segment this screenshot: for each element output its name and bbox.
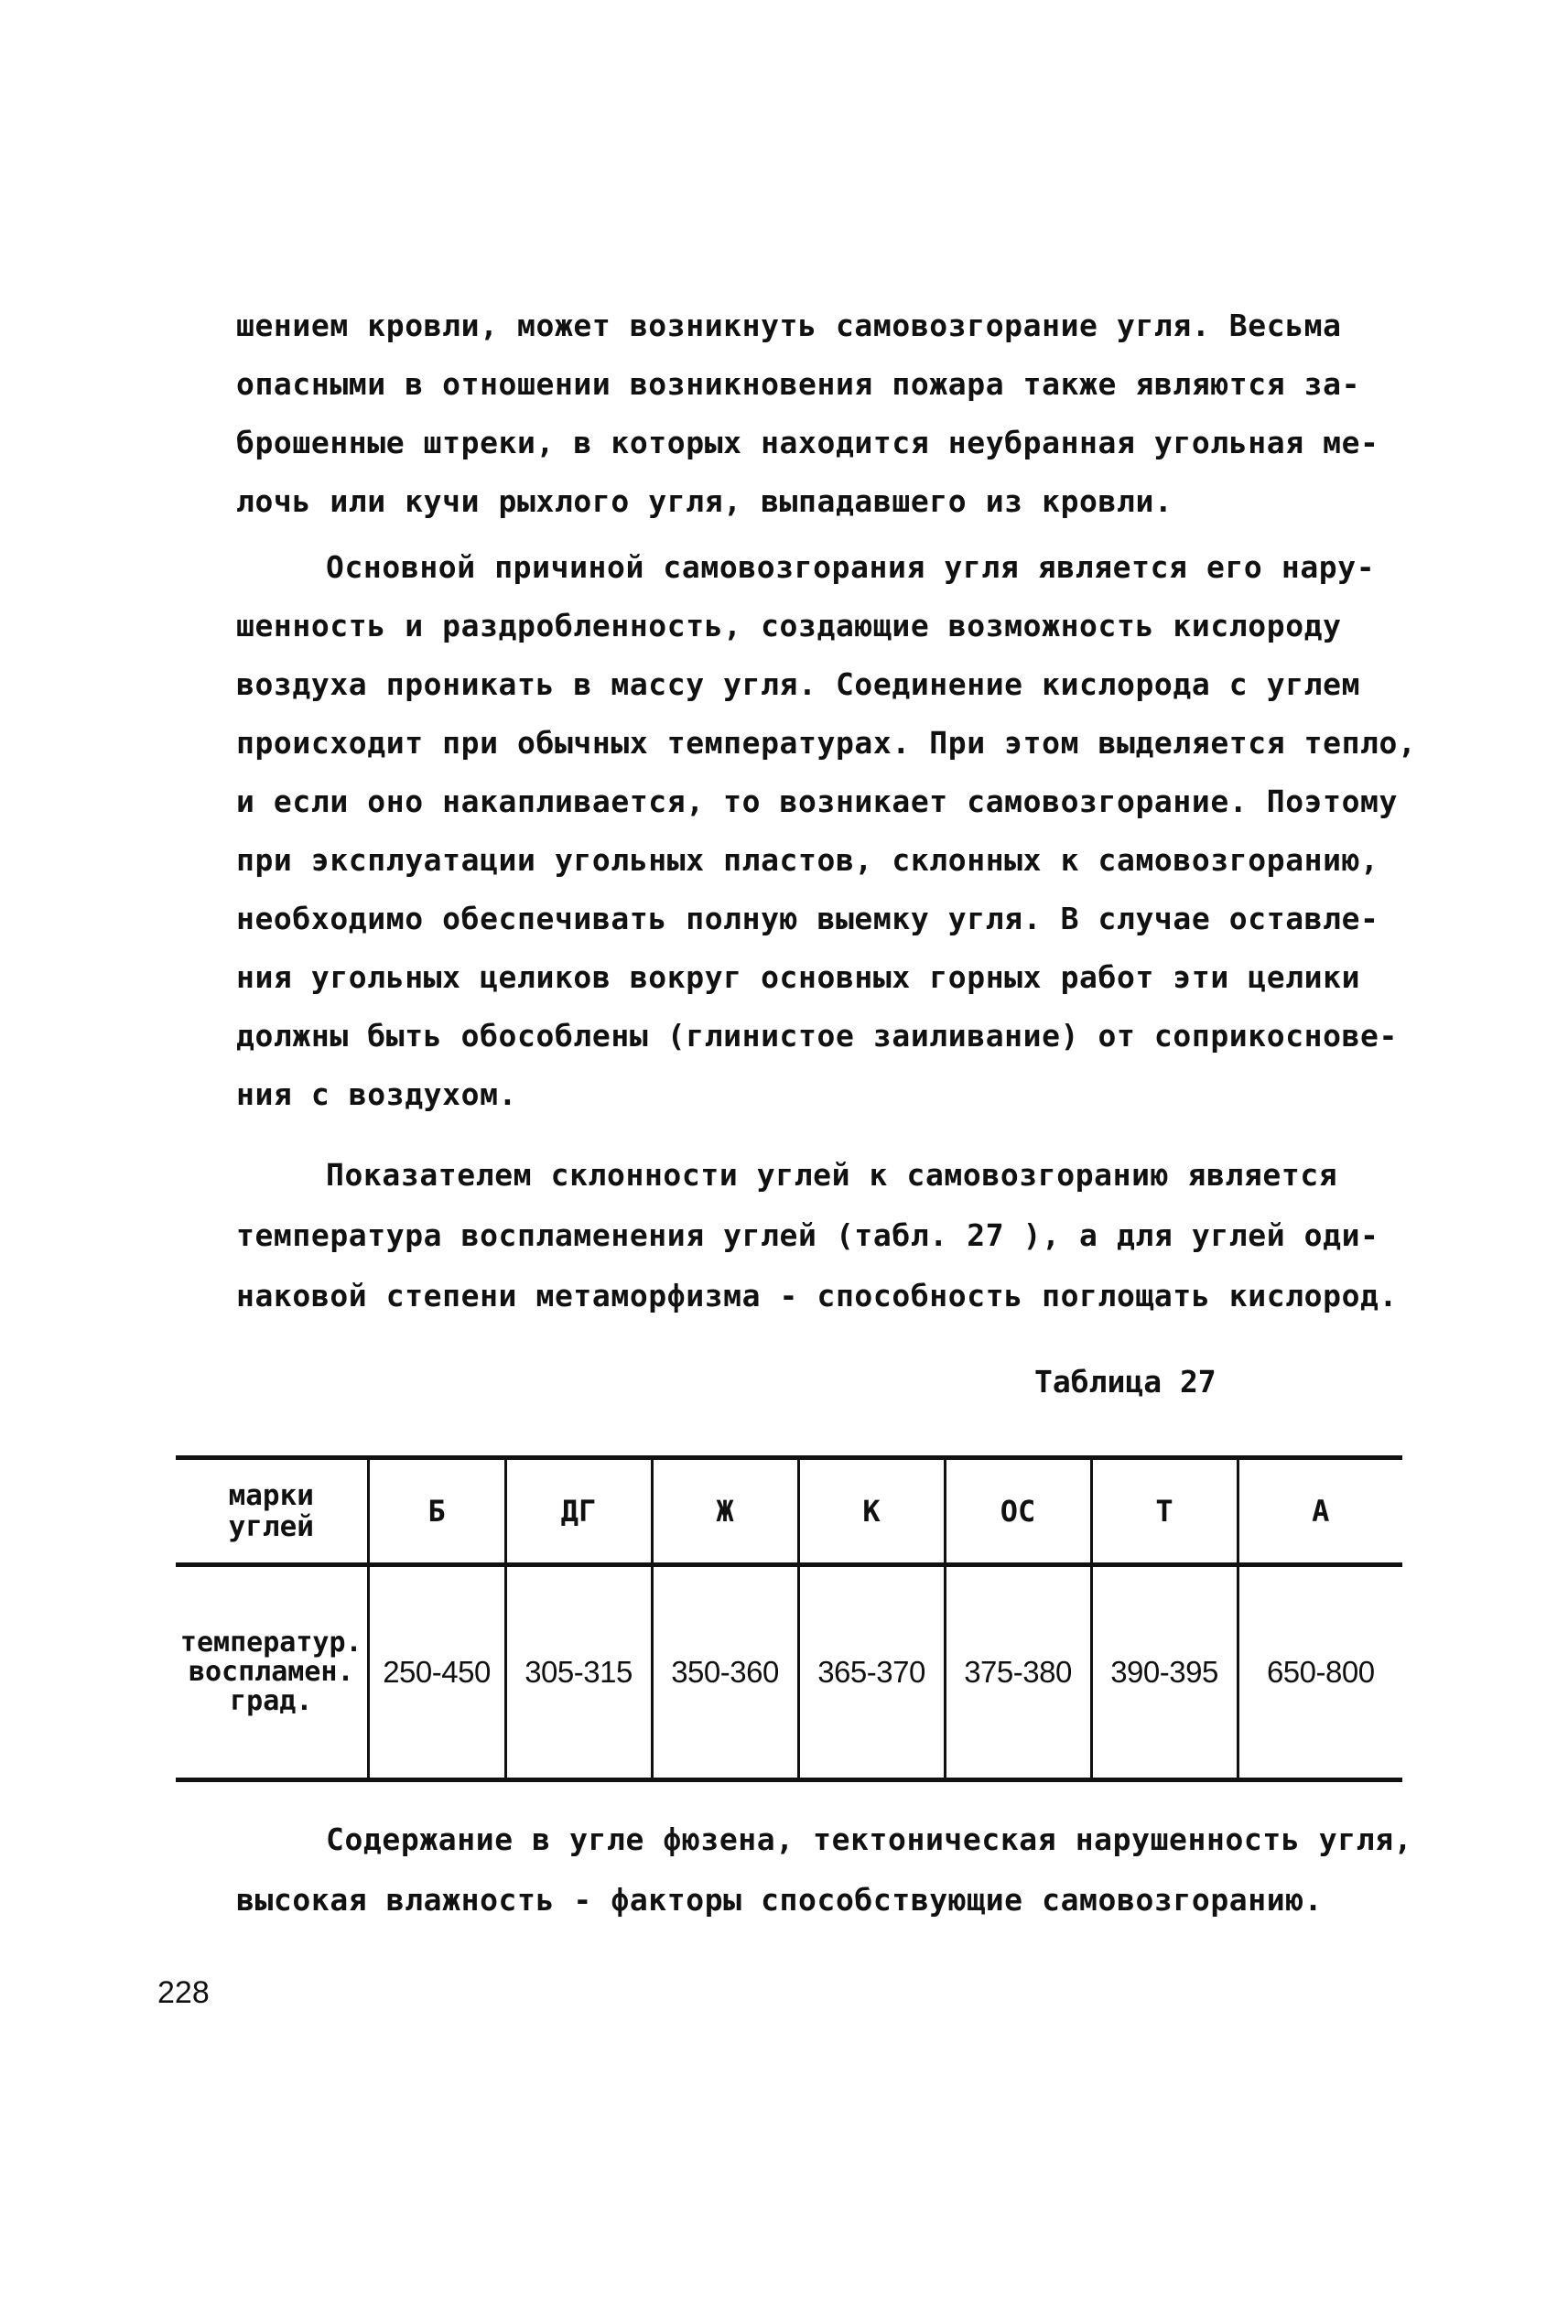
table-cell: 375-380 xyxy=(945,1565,1091,1780)
text-line: при эксплуатации угольных пластов, склонных к самовозгоранию, xyxy=(236,842,1379,878)
row-label-line: град. xyxy=(230,1685,313,1717)
text-line: происходит при обычных температурах. При этом выделяется тепло, xyxy=(236,725,1417,761)
text-line: опасными в отношении возникновения пожара также являются за- xyxy=(236,366,1361,402)
text-line: должны быть обособлены (глинистое заиливание) от соприкоснове- xyxy=(236,1018,1398,1054)
column-header: Ж xyxy=(652,1458,798,1565)
coal-ignition-table xyxy=(176,1455,1402,1782)
table-cell: 305-315 xyxy=(505,1565,652,1780)
table-header-row xyxy=(176,1458,1402,1565)
table-row xyxy=(176,1565,1402,1780)
column-header: ДГ xyxy=(505,1458,652,1565)
table-caption: Таблица 27 xyxy=(1034,1364,1217,1400)
table-cell: 650-800 xyxy=(1238,1565,1402,1780)
text-line: Основной причиной самовозгорания угля является его нару- xyxy=(326,549,1376,585)
text-line: шением кровли, может возникнуть самовозгорание угля. Весьма xyxy=(236,308,1342,343)
text-line: ния с воздухом. xyxy=(236,1076,518,1112)
column-header: Т xyxy=(1091,1458,1238,1565)
row-label-line: углей xyxy=(228,1510,314,1543)
row-label-line: марки xyxy=(228,1479,314,1512)
table-cell: 365-370 xyxy=(798,1565,945,1780)
column-header: ОС xyxy=(945,1458,1091,1565)
header-row-label xyxy=(176,1458,368,1565)
table-cell: 390-395 xyxy=(1091,1565,1238,1780)
text-line: высокая влажность - факторы способствующие самовозгоранию. xyxy=(236,1882,1324,1918)
table-cell: 250-450 xyxy=(368,1565,505,1780)
text-line: необходимо обеспечивать полную выемку угля. В случае оставле- xyxy=(236,901,1379,936)
text-line: Показателем склонности углей к самовозгоранию является xyxy=(326,1157,1338,1193)
text-line: ния угольных целиков вокруг основных горных работ эти целики xyxy=(236,959,1361,995)
text-line: и если оно накапливается, то возникает самовозгорание. Поэтому xyxy=(236,784,1398,819)
text-line: температура воспламенения углей (табл. 27 ), а для углей оди- xyxy=(236,1217,1379,1253)
text-line: шенность и раздробленность, создающие возможность кислороду xyxy=(236,608,1342,643)
text-line: наковой степени метаморфизма - способность поглощать кислород. xyxy=(236,1278,1398,1313)
text-line: Содержание в угле фюзена, тектоническая нарушенность угля, xyxy=(326,1821,1413,1857)
text-line: брошенные штреки, в которых находится неубранная угольная ме- xyxy=(236,425,1379,460)
text-line: лочь или кучи рыхлого угля, выпадавшего из кровли. xyxy=(236,483,1173,519)
row-label-line: воспламен. xyxy=(188,1656,354,1688)
row-label-line: температур. xyxy=(179,1627,362,1659)
body-row-label xyxy=(176,1565,368,1780)
page-number: 228 xyxy=(157,1975,210,2010)
column-header: К xyxy=(798,1458,945,1565)
column-header: А xyxy=(1238,1458,1402,1565)
table-cell: 350-360 xyxy=(652,1565,798,1780)
text-line: воздуха проникать в массу угля. Соединение кислорода с углем xyxy=(236,666,1361,702)
column-header: Б xyxy=(368,1458,505,1565)
